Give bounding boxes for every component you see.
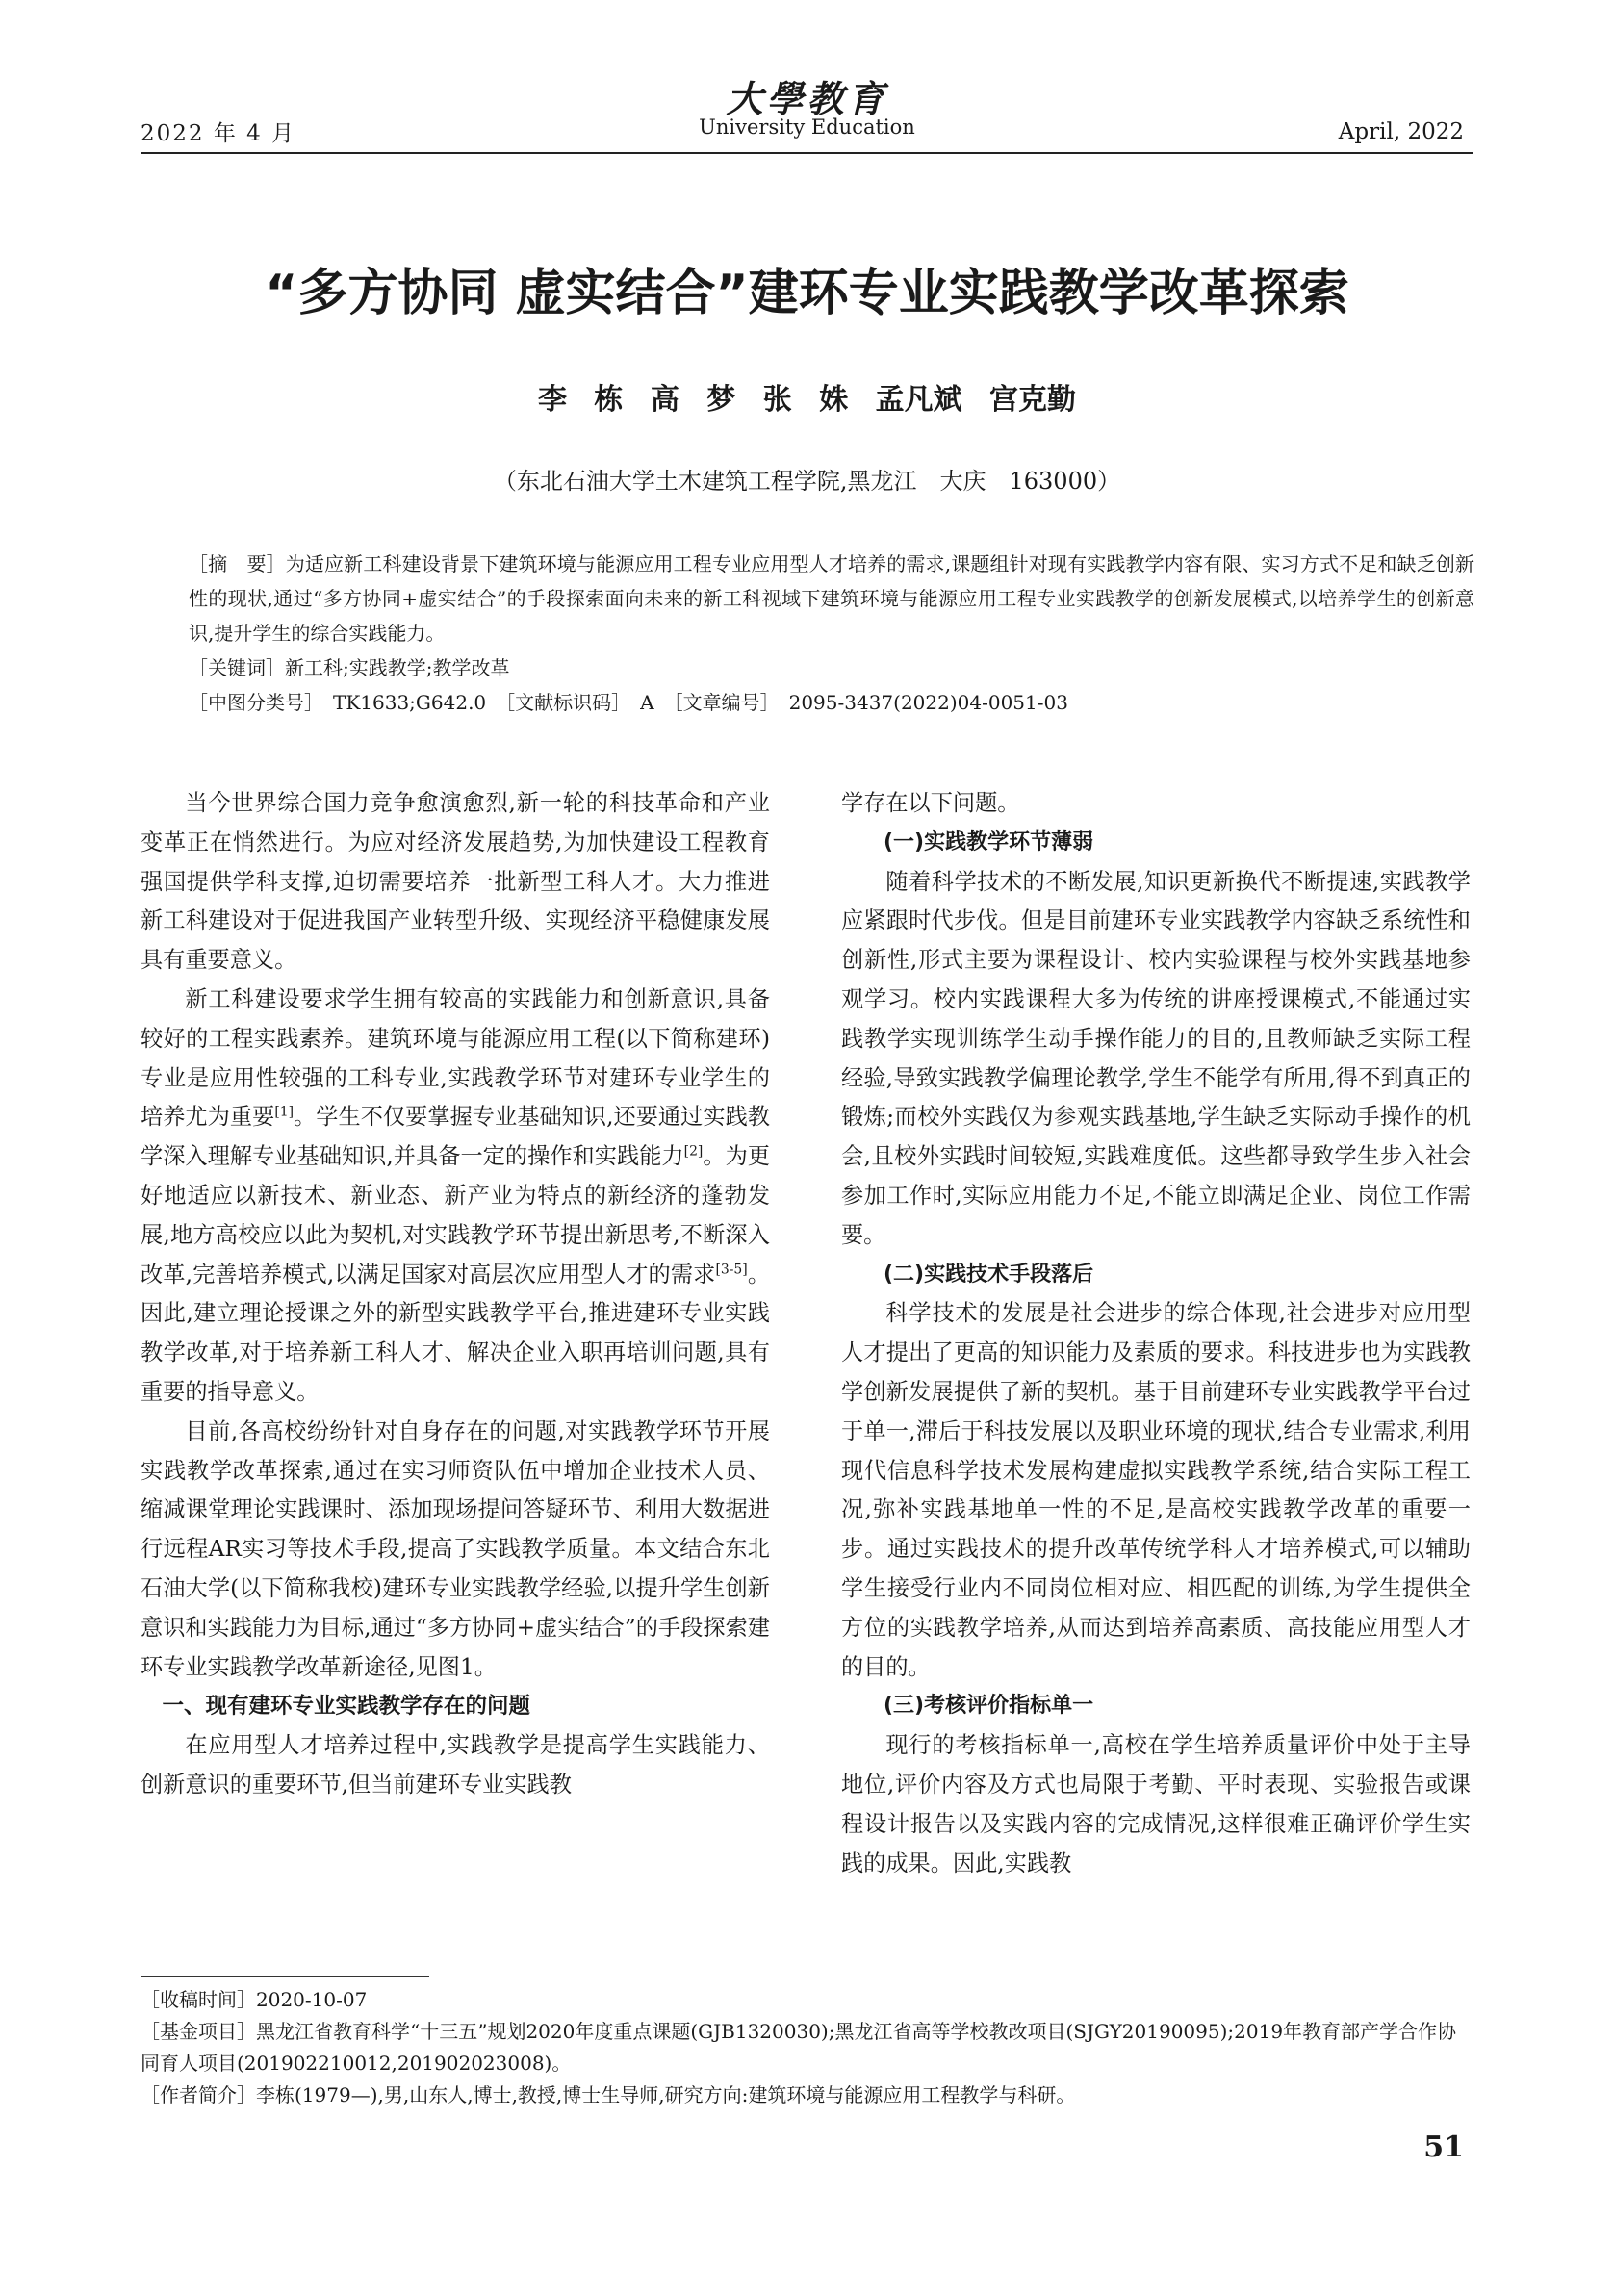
body-paragraph: 在应用型人才培养过程中,实践教学是提高学生实践能力、创新意识的重要环节,但当前建环专业实践教	[141, 1732, 770, 1798]
footnote-label: ［收稿时间］	[141, 1988, 256, 2011]
journal-logo-cn: 大學教育	[726, 77, 888, 120]
citation-ref: [1]	[274, 1104, 295, 1120]
section-heading: 一、现有建环专业实践教学存在的问题	[162, 1694, 531, 1720]
footnote-text: 黑龙江省教育科学“十三五”规划2020年度重点课题(GJB1320030);黑龙江省高等学校教改项目(SJGY20190095);2019年教育部产学合作协同育人项目(201902210012,201902023008)。	[141, 2020, 1457, 2075]
header-date-en: April, 2022	[1338, 119, 1464, 144]
article-title: “多方协同 虚实结合”建环专业实践教学改革探索	[265, 265, 1349, 322]
abstract-text: 为适应新工科建设背景下建筑环境与能源应用工程专业应用型人才培养的需求,课题组针对现有实践教学内容有限、实习方式不足和缺乏创新性的现状,通过“多方协同+虚实结合”的手段探索面向未来的新工科视域下建筑环境与能源应用工程专业实践教学的创新发展模式,以培养学生的创新意识,提升学生的综合实践能力。	[189, 552, 1475, 645]
footnote-received	[141, 1984, 1473, 2016]
citation-ref: [3-5]	[715, 1261, 748, 1277]
abstract-label: ［摘 要］	[189, 552, 286, 575]
body-column-right	[841, 784, 1471, 1883]
text-run: 。因此,建立理论授课之外的新型实践教学平台,推进建环专业实践教学改革,对于培养新工科人才、解决企业入职再培训问题,具有重要的指导意义。	[141, 1261, 771, 1405]
body-paragraph: 科学技术的发展是社会进步的综合体现,社会进步对应用型人才提出了更高的知识能力及素质的要求。科技进步也为实践教学创新发展提供了新的契机。基于目前建环专业实践教学平台过于单一,滞后于科技发展以及职业环境的现状,结合专业需求,利用现代信息科学技术发展构建虚拟实践教学系统,结合实际工程工况,弥补实践基地单一性的不足,是高校实践教学改革的重要一步。通过实践技术的提升改革传统学科人才培养模式,可以辅助学生接受行业内不同岗位相对应、相匹配的训练,为学生提供全方位的实践教学培养,从而达到培养高素质、高技能应用型人才的目的。	[841, 1300, 1471, 1680]
footnote-author	[141, 2079, 1473, 2111]
body-paragraph: 当今世界综合国力竞争愈演愈烈,新一轮的科技革命和产业变革正在悄然进行。为应对经济发展趋势,为加快建设工程教育强国提供学科支撑,迫切需要培养一批新型工科人才。大力推进新工科建设对于促进我国产业转型升级、实现经济平稳健康发展具有重要意义。	[141, 790, 770, 974]
abstract-paragraph	[189, 547, 1474, 651]
keywords-text: 新工科;实践教学;教学改革	[285, 656, 510, 679]
subsection-heading: (一)实践教学环节薄弱	[884, 829, 1094, 855]
body-paragraph	[141, 981, 770, 1413]
journal-name-en: University Education	[699, 115, 915, 139]
body-column-left	[141, 784, 770, 1805]
keywords-label: ［关键词］	[189, 656, 285, 679]
text-run: 新工科建设要求学生拥有较高的实践能力和创新意识,具备较好的工程实践素养。建筑环境与能源应用工程(以下简称建环)专业是应用性较强的工科专业,实践教学环节对建环专业学生的培养尤为重要	[141, 985, 770, 1131]
footnote-label: ［作者简介］	[141, 2083, 256, 2106]
text-run: 。为更好地适应以新技术、新业态、新产业为特点的新经济的蓬勃发展,地方高校应以此为契机,对实践教学环节提出新思考,不断深入改革,完善培养模式,以满足国家对高层次应用型人才的需求	[141, 1143, 770, 1288]
affiliation: （东北石油大学土木建筑工程学院,黑龙江 大庆 163000）	[493, 468, 1121, 495]
citation-ref: [2]	[683, 1143, 704, 1160]
text-run: 。学生不仅要掌握专业基础知识,还要通过实践教学深入理解专业基础知识,并具备一定的操作和实践能力	[141, 1104, 770, 1170]
body-paragraph: 随着科学技术的不断发展,知识更新换代不断提速,实践教学应紧跟时代步伐。但是目前建环专业实践教学内容缺乏系统性和创新性,形式主要为课程设计、校内实验课程与校外实践基地参观学习。校内实践课程大多为传统的讲座授课模式,不能通过实践教学实现训练学生动手操作能力的目的,且教师缺乏实际工程经验,导致实践教学偏理论教学,学生不能学有所用,得不到真正的锻炼;而校外实践仅为参观实践基地,学生缺乏实际动手操作的机会,且校外实践时间较短,实践难度低。这些都导致学生步入社会参加工作时,实际应用能力不足,不能立即满足企业、岗位工作需要。	[841, 868, 1471, 1248]
footnote-fund	[141, 2016, 1473, 2079]
abstract-block	[189, 547, 1474, 720]
header-date-cn: 2022 年 4 月	[141, 121, 296, 146]
footnotes	[141, 1984, 1473, 2111]
header-rule	[141, 152, 1473, 154]
subsection-heading: (二)实践技术手段落后	[884, 1262, 1094, 1287]
authors: 李 栋 高 梦 张 姝 孟凡斌 宫克勤	[537, 383, 1077, 417]
page-number: 51	[1423, 2130, 1464, 2164]
keywords-line	[189, 651, 1474, 685]
footnote-rule	[141, 1976, 429, 1977]
footnote-label: ［基金项目］	[141, 2020, 256, 2043]
body-paragraph: 学存在以下问题。	[841, 790, 1020, 816]
footnote-text: 李栋(1979—),男,山东人,博士,教授,博士生导师,研究方向:建筑环境与能源应用工程教学与科研。	[256, 2083, 1076, 2106]
footnote-text: 2020-10-07	[256, 1988, 368, 2011]
classification-line: ［中图分类号］ TK1633;G642.0 ［文献标识码］ A ［文章编号］ 2095-3437(2022)04-0051-03	[189, 691, 1068, 714]
body-paragraph: 现行的考核指标单一,高校在学生培养质量评价中处于主导地位,评价内容及方式也局限于考勤、平时表现、实验报告或课程设计报告以及实践内容的完成情况,这样很难正确评价学生实践的成果。因此,实践教	[841, 1732, 1471, 1876]
subsection-heading: (三)考核评价指标单一	[884, 1694, 1094, 1719]
body-paragraph: 目前,各高校纷纷针对自身存在的问题,对实践教学环节开展实践教学改革探索,通过在实习师资队伍中增加企业技术人员、缩减课堂理论实践课时、添加现场提问答疑环节、利用大数据进行远程AR实习等技术手段,提高了实践教学质量。本文结合东北石油大学(以下简称我校)建环专业实践教学经验,以提升学生创新意识和实践能力为目标,通过“多方协同+虚实结合”的手段探索建环专业实践教学改革新途径,见图1。	[141, 1417, 770, 1680]
